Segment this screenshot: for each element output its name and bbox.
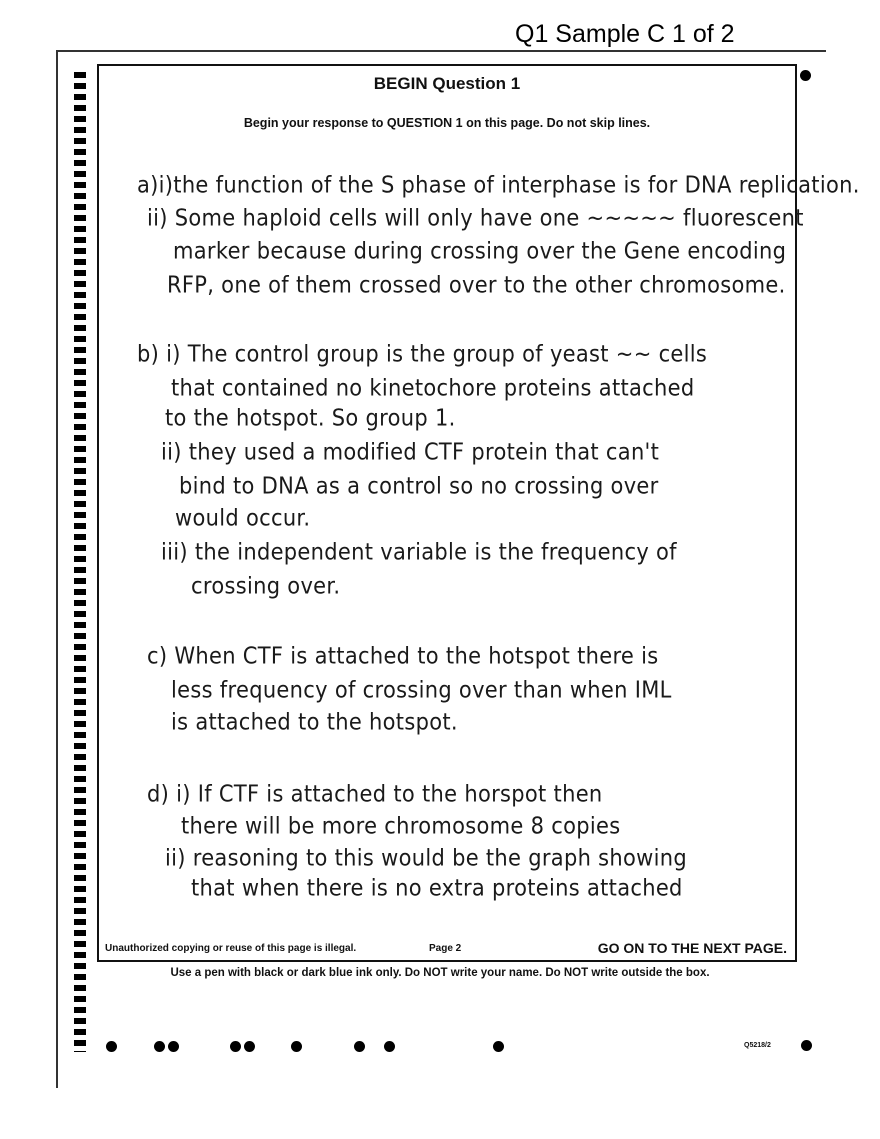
response-line: c) When CTF is attached to the hotspot there is bbox=[147, 642, 659, 670]
response-line: b) i) The control group is the group of yeast ~~ cells bbox=[137, 340, 708, 368]
instructions bbox=[99, 116, 795, 130]
response-line: a)i)the function of the S phase of interphase is for DNA replication. bbox=[137, 171, 860, 199]
response-line: iii) the independent variable is the frequency of bbox=[161, 538, 677, 566]
instruction-question: QUESTION 1 bbox=[386, 116, 463, 130]
bubble-dot bbox=[168, 1041, 179, 1052]
scan-timing-marks bbox=[74, 72, 86, 1052]
response-line: is attached to the hotspot. bbox=[171, 708, 458, 736]
response-line: ii) reasoning to this would be the graph showing bbox=[165, 844, 688, 872]
instruction-text: Begin your response to bbox=[243, 116, 387, 130]
pen-instructions: Use a pen with black or dark blue ink only. Do NOT write your name. Do NOT write outside the box. bbox=[170, 967, 710, 979]
bubble-dot bbox=[354, 1041, 365, 1052]
response-line: less frequency of crossing over than when IML bbox=[171, 676, 672, 704]
response-line: d) i) If CTF is attached to the horspot then bbox=[147, 780, 603, 808]
sample-label: Q1 Sample C 1 of 2 bbox=[515, 20, 735, 48]
response-line: crossing over. bbox=[191, 572, 341, 600]
response-line: marker because during crossing over the Gene encoding bbox=[173, 237, 787, 265]
bubble-dot bbox=[154, 1041, 165, 1052]
registration-dot bbox=[801, 1040, 812, 1051]
registration-dot bbox=[800, 70, 811, 81]
response-line: ii) Some haploid cells will only have one ~~~~~ fluorescent bbox=[147, 204, 804, 232]
bubble-dot bbox=[291, 1041, 302, 1052]
response-line: there will be more chromosome 8 copies bbox=[181, 812, 621, 840]
copyright-notice: Unauthorized copying or reuse of this page is illegal. bbox=[105, 943, 357, 954]
response-line: that contained no kinetochore proteins attached bbox=[171, 374, 695, 402]
bubble-dot bbox=[244, 1041, 255, 1052]
next-page-notice: GO ON TO THE NEXT PAGE. bbox=[597, 940, 787, 956]
bubble-dot bbox=[384, 1041, 395, 1052]
instruction-text-end: on this page. Do not skip lines. bbox=[462, 116, 651, 130]
response-box bbox=[97, 64, 860, 962]
response-line: that when there is no extra proteins attached bbox=[191, 874, 683, 902]
response-line: to the hotspot. So group 1. bbox=[165, 404, 456, 432]
response-line: RFP, one of them crossed over to the other chromosome. bbox=[167, 271, 786, 299]
form-code: Q5218/2 bbox=[744, 1042, 771, 1049]
response-line: would occur. bbox=[175, 504, 311, 532]
bubble-dot bbox=[230, 1041, 241, 1052]
page-number: Page 2 bbox=[429, 943, 462, 954]
bubble-dot bbox=[106, 1041, 117, 1052]
response-line: ii) they used a modified CTF protein that can't bbox=[161, 438, 660, 466]
question-title: BEGIN Question 1 bbox=[373, 74, 521, 93]
bubble-dot bbox=[493, 1041, 504, 1052]
response-line: bind to DNA as a control so no crossing over bbox=[179, 472, 659, 500]
